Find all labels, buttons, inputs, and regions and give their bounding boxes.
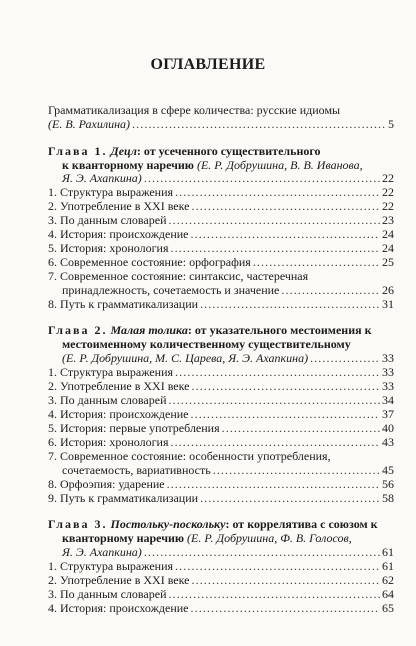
toc-item-page: 31 xyxy=(382,297,394,311)
chapter-2-heading-3 xyxy=(48,352,394,365)
toc-item-page: 45 xyxy=(382,463,394,477)
toc-item xyxy=(48,366,394,379)
chapter-1-desc2: к кванторному наречию xyxy=(62,158,194,172)
toc-item-text: 4. История: происхождение xyxy=(48,601,189,615)
toc-item-page: 37 xyxy=(382,407,394,421)
toc-item xyxy=(48,478,394,491)
toc-item xyxy=(48,436,394,449)
toc-item-page: 64 xyxy=(382,587,394,601)
toc-item-page: 25 xyxy=(382,255,394,269)
chapter-1-authors1: (Е. Р. Добрушина, В. В. Иванова, xyxy=(196,158,363,172)
leader-dots xyxy=(144,172,380,185)
toc-item-text: сочетаемость, вариативность xyxy=(62,463,211,477)
toc-item xyxy=(48,588,394,601)
toc-item-page: 34 xyxy=(382,393,394,407)
toc-item-text: 5. История: первые употребления xyxy=(48,421,220,435)
leader-dots xyxy=(192,380,381,393)
toc-item-text: 1. Структура выражения xyxy=(48,365,174,379)
toc-item xyxy=(48,298,394,311)
leader-dots xyxy=(175,366,380,379)
toc-item-page: 22 xyxy=(382,185,394,199)
leader-dots xyxy=(169,214,381,227)
leader-dots xyxy=(175,186,380,199)
toc-item-page: 56 xyxy=(382,477,394,491)
chapter-2-desc2: местоименному количественному существительному xyxy=(62,337,351,351)
intro-authors: (Е. В. Рахилина) xyxy=(48,117,131,131)
leader-dots xyxy=(253,256,380,269)
toc-item xyxy=(48,242,394,255)
leader-dots xyxy=(169,588,381,601)
leader-dots xyxy=(191,408,380,421)
toc-item xyxy=(48,214,394,227)
toc-item xyxy=(48,270,394,283)
toc-item xyxy=(48,422,394,435)
toc-item-page: 22 xyxy=(382,199,394,213)
leader-dots xyxy=(144,546,380,559)
toc-item xyxy=(48,380,394,393)
toc-item-text: 3. По данным словарей xyxy=(48,213,167,227)
chapter-3-desc2: кванторному наречию xyxy=(62,531,185,545)
leader-dots xyxy=(167,478,380,491)
chapter-1-heading xyxy=(48,145,394,158)
chapter-3-label: Глава 3. xyxy=(48,517,108,531)
chapter-1-heading-3 xyxy=(48,172,394,185)
toc-item xyxy=(48,408,394,421)
toc-item-text: 4. История: происхождение xyxy=(48,227,189,241)
toc-item-page: 40 xyxy=(382,421,394,435)
toc-item-text: принадлежность, сочетаемость и значение xyxy=(62,283,280,297)
chapter-1-authors2: Я. Э. Ахапкина) xyxy=(62,171,142,185)
toc-item-text: 2. Употребление в XXI веке xyxy=(48,573,190,587)
toc-item-page: 61 xyxy=(382,559,394,573)
toc-item-page: 23 xyxy=(382,213,394,227)
toc-item-page: 24 xyxy=(382,241,394,255)
chapter-3-page: 61 xyxy=(382,545,394,559)
toc-item xyxy=(48,450,394,463)
toc-item xyxy=(48,602,394,615)
toc-item xyxy=(48,492,394,505)
toc-item-text: 9. Путь к грамматикализации xyxy=(48,491,199,505)
leader-dots xyxy=(213,464,380,477)
toc-item-page: 33 xyxy=(382,365,394,379)
toc-item xyxy=(48,394,394,407)
toc-item-page: 24 xyxy=(382,227,394,241)
chapter-1-page: 22 xyxy=(382,171,394,185)
chapter-1-desc1: : от усеченного существительного xyxy=(136,144,321,158)
toc-item-cont xyxy=(48,464,394,477)
toc-item-text: 3. По данным словарей xyxy=(48,393,167,407)
chapter-3-authors2: Я. Э. Ахапкина) xyxy=(62,545,142,559)
intro-entry-authors xyxy=(48,118,394,131)
toc-item xyxy=(48,228,394,241)
chapter-3-heading-2 xyxy=(48,532,394,545)
intro-title: Грамматикализация в сфере количества: русские идиомы xyxy=(48,103,341,117)
toc-item xyxy=(48,574,394,587)
toc-item-text: 8. Путь к грамматикализации xyxy=(48,297,199,311)
chapter-2-heading xyxy=(48,324,394,337)
intro-page: 5 xyxy=(388,117,394,131)
chapter-1-word: Децл xyxy=(110,144,137,158)
toc-item-text: 6. История: хронология xyxy=(48,435,169,449)
chapter-2-label: Глава 2. xyxy=(48,323,108,337)
leader-dots xyxy=(192,574,381,587)
chapter-1-label: Глава 1. xyxy=(48,144,108,158)
toc-item-cont xyxy=(48,284,394,297)
toc-item xyxy=(48,200,394,213)
toc-item xyxy=(48,256,394,269)
toc-item-text: 2. Употребление в XXI веке xyxy=(48,199,190,213)
chapter-2-heading-2 xyxy=(48,338,394,351)
leader-dots xyxy=(310,352,380,365)
page-title: ОГЛАВЛЕНИЕ xyxy=(150,56,266,73)
leader-dots xyxy=(170,436,380,449)
toc-item-text: 7. Современное состояние: синтаксис, частеречная xyxy=(48,269,309,283)
leader-dots xyxy=(200,492,380,505)
toc-item xyxy=(48,186,394,199)
leader-dots xyxy=(222,422,380,435)
toc-item-page: 26 xyxy=(382,283,394,297)
chapter-2-authors: (Е. Р. Добрушина, М. С. Царева, Я. Э. Ахапкина) xyxy=(62,351,309,365)
leader-dots xyxy=(132,118,386,131)
toc-item-text: 7. Современное состояние: особенности употребления, xyxy=(48,449,331,463)
leader-dots xyxy=(200,298,380,311)
toc-item-page: 43 xyxy=(382,435,394,449)
toc-item-page: 65 xyxy=(382,601,394,615)
chapter-2-word: Малая толика xyxy=(110,323,188,337)
leader-dots xyxy=(175,560,380,573)
leader-dots xyxy=(192,200,381,213)
toc-item-page: 33 xyxy=(382,379,394,393)
chapter-3-heading-3 xyxy=(48,546,394,559)
toc-item-text: 3. По данным словарей xyxy=(48,587,167,601)
toc-item-text: 5. История: хронология xyxy=(48,241,169,255)
toc-item-page: 58 xyxy=(382,491,394,505)
leader-dots xyxy=(169,394,381,407)
toc-item-text: 1. Структура выражения xyxy=(48,185,174,199)
toc-item-text: 8. Орфоэпия: ударение xyxy=(48,477,165,491)
toc-item-text: 1. Структура выражения xyxy=(48,559,174,573)
intro-entry-title xyxy=(48,104,394,117)
leader-dots xyxy=(191,602,380,615)
toc-item-text: 2. Употребление в XXI веке xyxy=(48,379,190,393)
leader-dots xyxy=(191,228,380,241)
toc-item-text: 6. Современное состояние: орфография xyxy=(48,255,251,269)
toc-item-text: 4. История: происхождение xyxy=(48,407,189,421)
chapter-2-desc1: : от указательного местоимения к xyxy=(187,323,372,337)
chapter-2-page: 33 xyxy=(382,351,394,365)
chapter-3-heading xyxy=(48,518,394,531)
toc-item xyxy=(48,560,394,573)
leader-dots xyxy=(281,284,380,297)
chapter-3-word: Постольку-поскольку xyxy=(110,517,226,531)
toc-item-page: 62 xyxy=(382,573,394,587)
chapter-3-authors1: (Е. Р. Добрушина, Ф. В. Голосов, xyxy=(187,531,352,545)
leader-dots xyxy=(170,242,380,255)
chapter-3-desc1: : от коррелятива с союзом к xyxy=(225,517,378,531)
